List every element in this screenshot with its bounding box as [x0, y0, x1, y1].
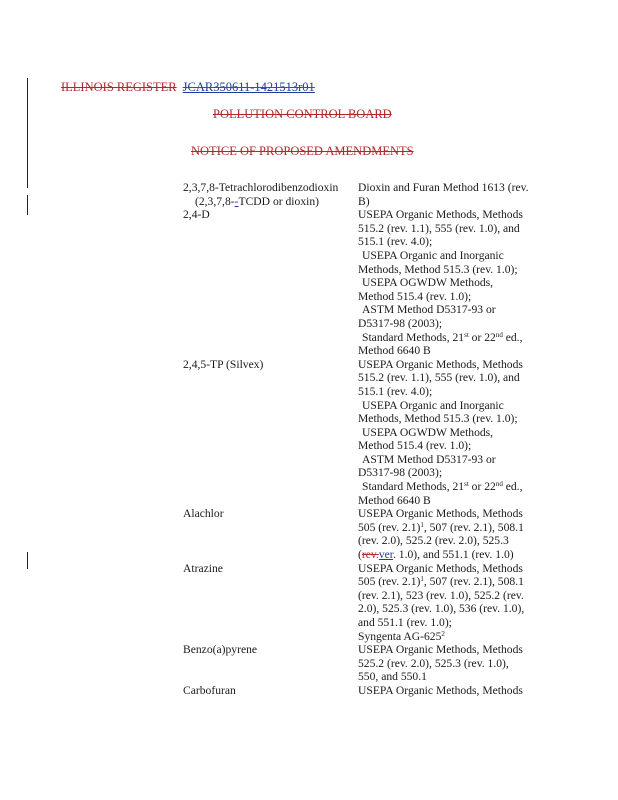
- method-line: B): [358, 194, 370, 208]
- methods-cell: [358, 562, 543, 644]
- methods-cell: [358, 358, 543, 508]
- methods-cell: [358, 684, 543, 698]
- method-line: (rev.ver. 1.0), and 551.1 (rev. 1.0): [358, 548, 514, 562]
- method-line: (rev. 2.0), 525.2 (rev. 2.0), 525.3: [358, 534, 509, 548]
- change-bar-alachlor: [27, 552, 28, 569]
- method-line: Method 6640 B: [358, 493, 431, 507]
- register-id-inserted: JCAR350611-1421513r01: [182, 80, 315, 94]
- table-row-alachlor: [183, 507, 543, 561]
- method-line: D5317-98 (2003);: [358, 316, 443, 330]
- method-line: ASTM Method D5317-93 or: [362, 303, 496, 317]
- analyte-name: Alachlor: [183, 507, 224, 521]
- method-line: USEPA Organic Methods, Methods: [358, 561, 523, 575]
- method-line: Method 515.4 (rev. 1.0);: [358, 439, 472, 453]
- method-line: 550, and 550.1: [358, 670, 427, 684]
- table-row-silvex: [183, 358, 543, 508]
- method-line: 505 (rev. 2.1)$^1$, 507 (rev. 2.1), 508.1: [358, 575, 524, 589]
- method-line: ASTM Method D5317-93 or: [362, 452, 496, 466]
- method-line: Method 6640 B: [358, 344, 431, 358]
- change-bar-top: [27, 78, 28, 188]
- method-line: 515.2 (rev. 1.1), 555 (rev. 1.0), and: [358, 371, 520, 385]
- analyte-name: 2,4-D: [183, 208, 210, 222]
- method-line: USEPA Organic Methods, Methods: [358, 507, 523, 521]
- register-title-deleted: ILLINOIS REGISTER: [61, 80, 177, 94]
- table-row-atrazine: [183, 562, 543, 644]
- method-line: Methods, Method 515.3 (rev. 1.0);: [358, 412, 518, 426]
- method-line: 515.1 (rev. 4.0);: [358, 235, 433, 249]
- method-line: Methods, Method 515.3 (rev. 1.0);: [358, 262, 518, 276]
- table-row-24d: [183, 208, 543, 358]
- method-line: (rev. 2.1), 523 (rev. 1.0), 525.2 (rev.: [358, 588, 524, 602]
- analyte-cell: [183, 181, 358, 208]
- analyte-cell: [183, 562, 358, 644]
- methods-cell: [358, 181, 543, 208]
- method-line: and 551.1 (rev. 1.0);: [358, 616, 452, 629]
- methods-table: [183, 181, 543, 698]
- method-line: Dioxin and Furan Method 1613 (rev.: [358, 181, 529, 194]
- method-line: Standard Methods, 21st or 22nd ed.,: [362, 480, 523, 494]
- method-line: Syngenta $AG-625^2$: [358, 629, 445, 643]
- analyte-cell: [183, 208, 358, 358]
- analyte-name: Carbofuran: [183, 683, 236, 697]
- table-row-dioxin: [183, 181, 543, 208]
- method-line: 2.0), 525.3 (rev. 1.0), 536 (rev. 1.0),: [358, 602, 525, 616]
- board-title: POLLUTION CONTROL BOARD: [213, 107, 392, 121]
- methods-cell: [358, 208, 543, 358]
- register-header: [61, 80, 315, 95]
- methods-cell: [358, 507, 543, 561]
- analyte-cell: [183, 507, 358, 561]
- method-line: USEPA Organic Methods, Methods: [358, 208, 523, 222]
- table-row-benzo-a-pyrene: [183, 643, 543, 684]
- analyte-name-cont: (2,3,7,8--TCDD or dioxin): [195, 194, 319, 208]
- method-line: 525.2 (rev. 2.0), 525.3 (rev. 1.0),: [358, 656, 509, 670]
- analyte-name: Atrazine: [183, 561, 223, 575]
- method-line: USEPA Organic Methods, Methods: [358, 357, 523, 371]
- methods-cell: [358, 643, 543, 684]
- analyte-name: 2,4,5-TP (Silvex): [183, 357, 264, 371]
- table-row-carbofuran: [183, 684, 543, 698]
- analyte-name: 2,3,7,8-Tetrachlorodibenzodioxin: [183, 181, 339, 194]
- method-line: USEPA Organic Methods, Methods: [358, 643, 523, 657]
- method-line: USEPA OGWDW Methods,: [362, 425, 494, 439]
- analyte-name: Benzo(a)pyrene: [183, 643, 258, 657]
- method-line: USEPA Organic and Inorganic: [362, 398, 504, 412]
- method-line: USEPA Organic Methods, Methods: [358, 683, 523, 697]
- method-line: USEPA OGWDW Methods,: [362, 276, 494, 290]
- method-line: 515.2 (rev. 1.1), 555 (rev. 1.0), and: [358, 221, 520, 235]
- analyte-cell: [183, 684, 358, 698]
- method-line: Method 515.4 (rev. 1.0);: [358, 289, 472, 303]
- method-line: 515.1 (rev. 4.0);: [358, 384, 433, 398]
- method-line: D5317-98 (2003);: [358, 466, 443, 480]
- change-bar-dioxin: [27, 195, 28, 215]
- method-line: 505 (rev. 2.1)$^1$, 507 (rev. 2.1), 508.1: [358, 520, 524, 534]
- analyte-cell: [183, 643, 358, 684]
- notice-title: NOTICE OF PROPOSED AMENDMENTS: [191, 144, 414, 158]
- analyte-cell: [183, 358, 358, 508]
- method-line: Standard Methods, 21st or 22nd ed.,: [362, 330, 523, 344]
- method-line: USEPA Organic and Inorganic: [362, 248, 504, 262]
